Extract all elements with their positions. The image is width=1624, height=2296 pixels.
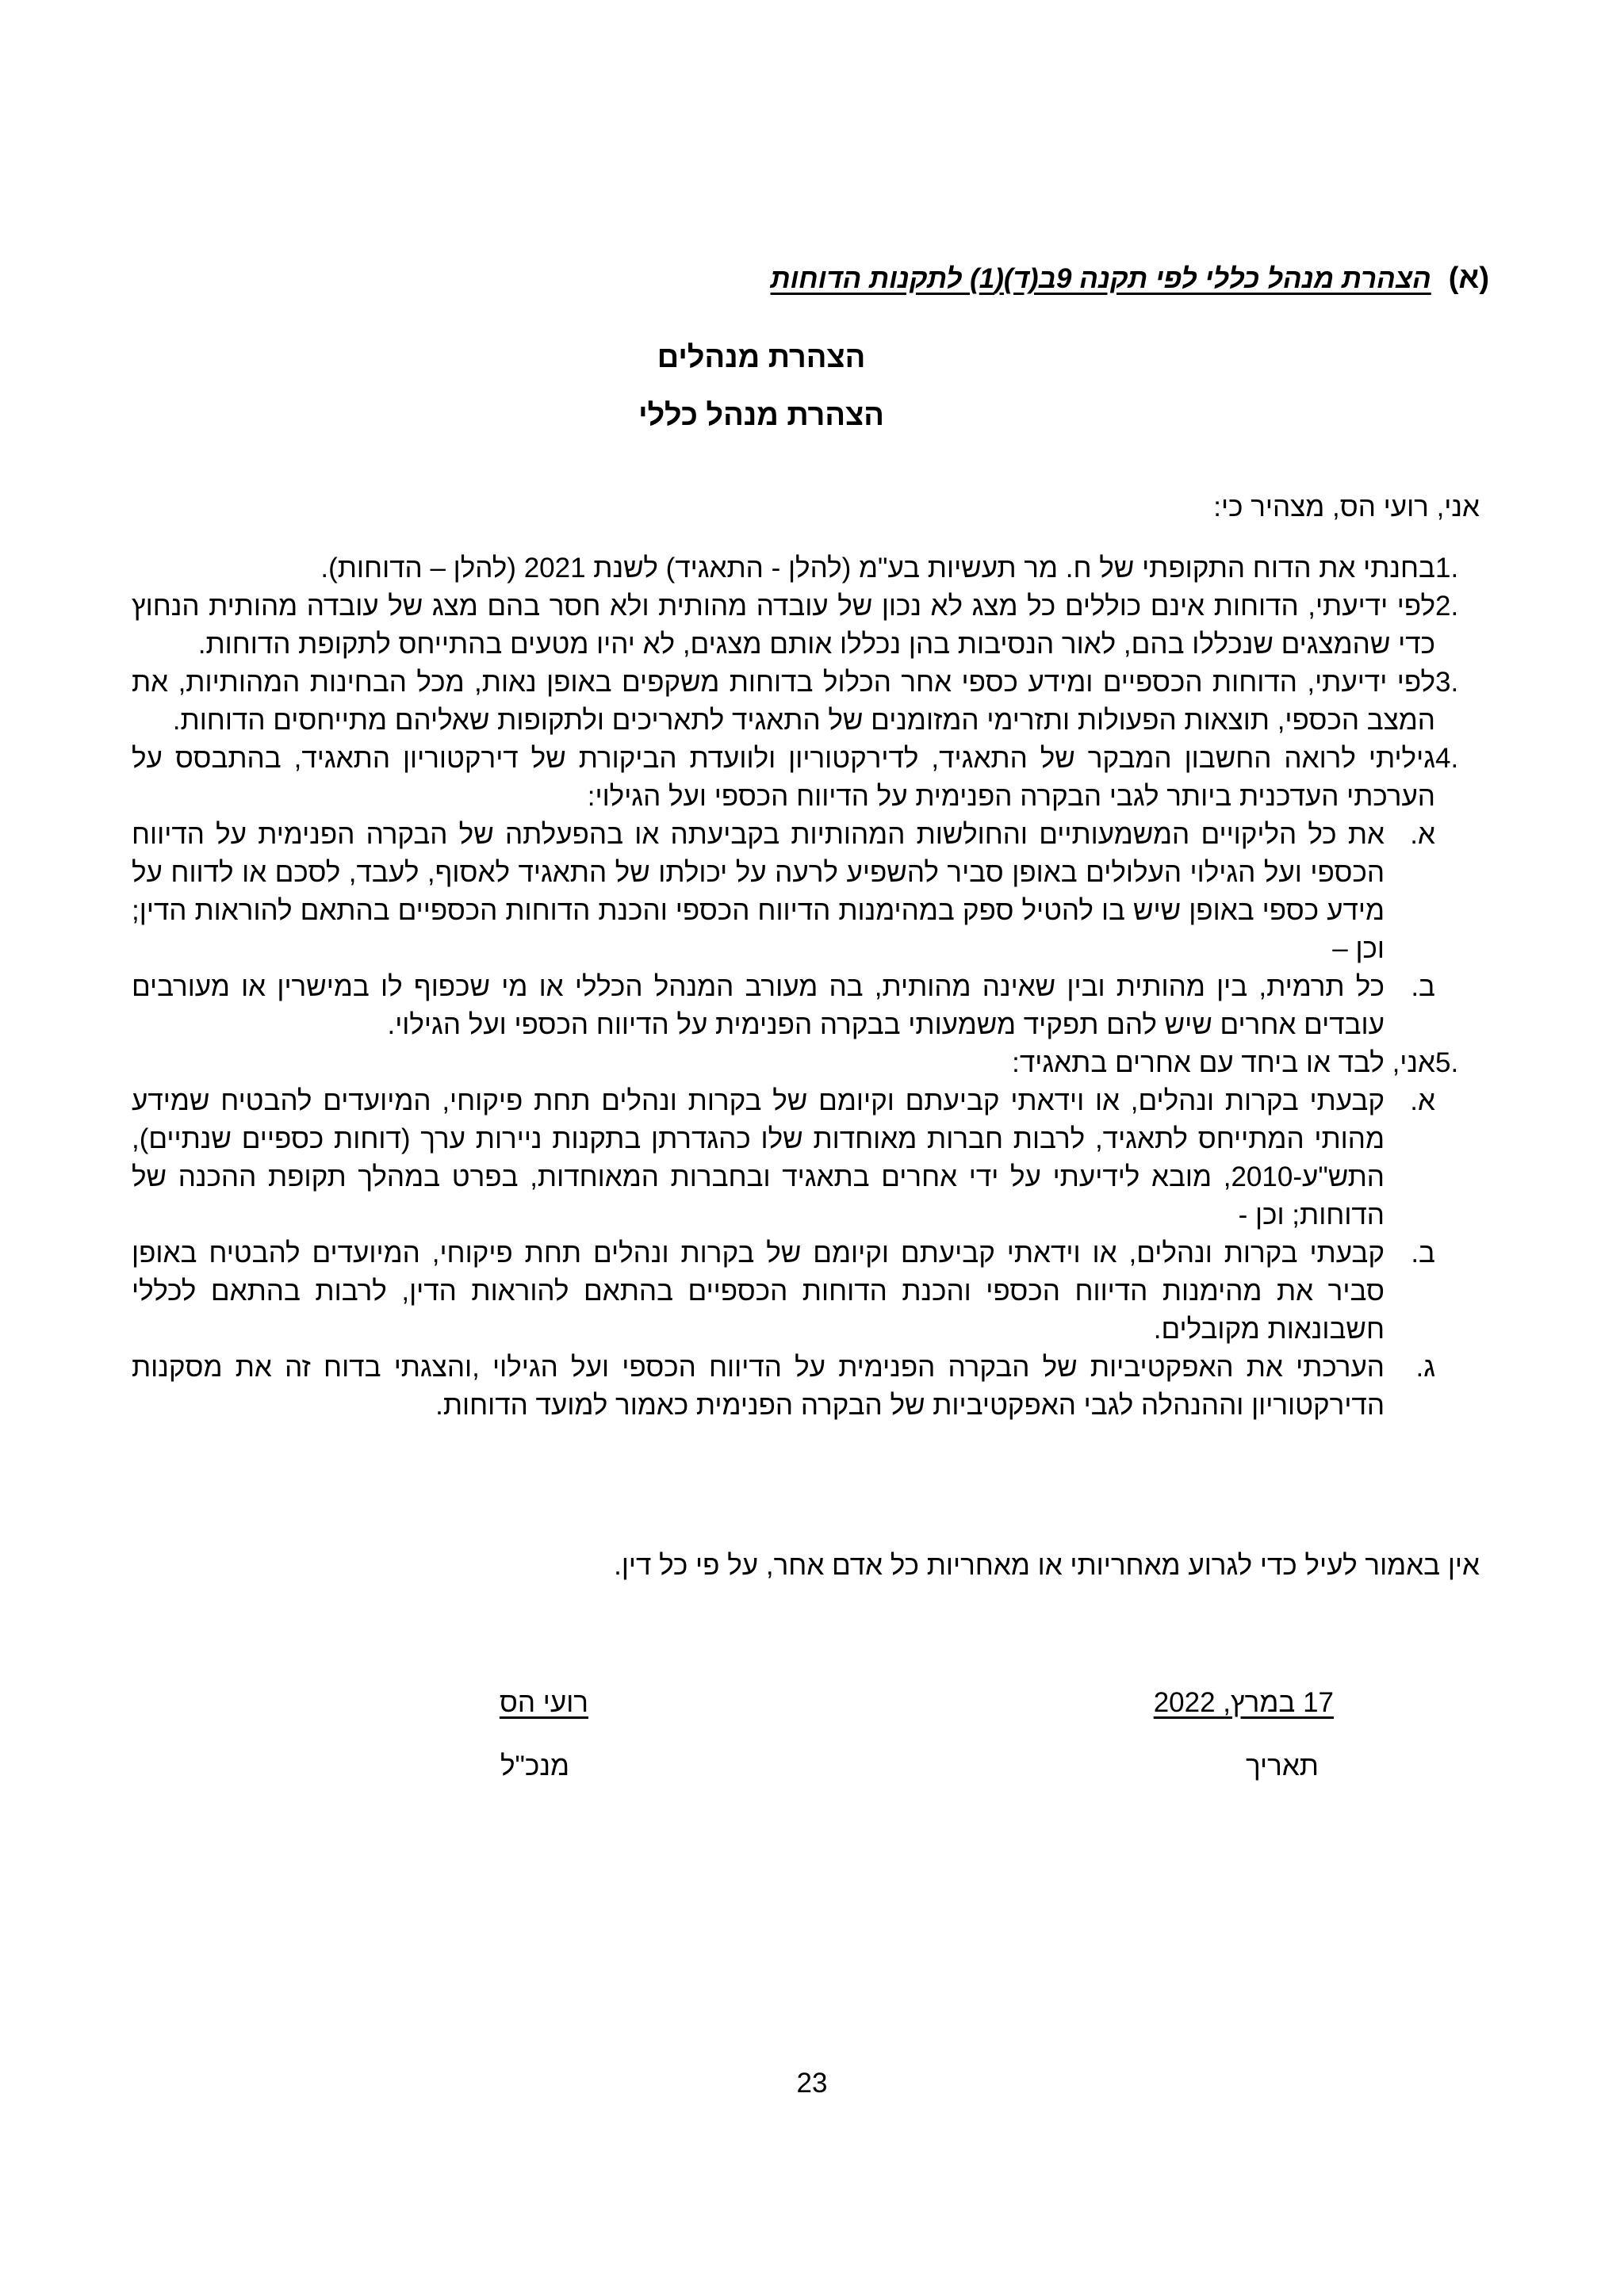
sub-item-4b xyxy=(132,968,1480,1044)
sub-item-text: קבעתי בקרות ונהלים, או וידאתי קביעתם וקיומם של בקרות ונהלים תחת פיקוחי, המיועדים להבטיח באופן סביר את מהימנות הדיווח הכספי והכנת הדוחות הכספיים בהתאם להוראות הדין, לרבות בהתאם לכללי חשבונאות מקובלים. xyxy=(132,1238,1385,1345)
numbered-item-2 xyxy=(132,587,1480,664)
closing-statement: אין באמור לעיל כדי לגרוע מאחריותי או מאחריות כל אדם אחר, על פי כל דין. xyxy=(614,1550,1480,1581)
signature-name: רועי הס xyxy=(499,1687,588,1718)
numbered-item-1 xyxy=(132,549,1480,587)
item-text: לפי ידיעתי, הדוחות הכספיים ומידע כספי אחר הכלול בדוחות משקפים באופן נאות, מכל הבחינות המהותיות, את המצב הכספי, תוצאות הפעולות ותזרימי המזומנים של התאגיד לתאריכים ולתקופות שאליהם מתייחסים הדוחות. xyxy=(132,667,1435,736)
item-text: גיליתי לרואה החשבון המבקר של התאגיד, לדירקטוריון ולוועדת הביקורת של דירקטוריון התאגיד, בהתבסס על הערכתי העדכנית ביותר לגבי הבקרה הפנימית על הדיווח הכספי ועל הגילוי: xyxy=(132,743,1435,812)
item-number: 1. xyxy=(1435,553,1459,584)
sub-item-text: כל תרמית, בין מהותית ובין שאינה מהותית, בה מעורב המנהל הכללי או מי שכפוף לו במישרין או מעורבים עובדים אחרים שיש להם תפקיד משמעותי בבקרה הפנימית על הדיווח הכספי ועל הגילוי. xyxy=(132,971,1385,1040)
item-number: 2. xyxy=(1435,591,1459,622)
item-number: 5. xyxy=(1435,1047,1459,1078)
date-label: תאריך xyxy=(1246,1751,1319,1781)
numbered-item-4 xyxy=(132,740,1480,816)
sub-item-letter: א. xyxy=(1410,1085,1435,1116)
numbered-item-3 xyxy=(132,664,1480,740)
sub-item-letter: ג. xyxy=(1415,1352,1435,1383)
item-text: לפי ידיעתי, הדוחות אינם כוללים כל מצג לא נכון של עובדה מהותית ולא חסר בהם מצג של עובדה מהותית הנחוץ כדי שהמצגים שנכללו בהם, לאור הנסיבות בהן נכללו אותם מצגים, לא יהיו מטעים בהתייחס לתקופת הדוחות. xyxy=(132,591,1435,660)
sub-item-letter: ב. xyxy=(1411,1238,1435,1269)
section-heading xyxy=(771,262,1490,296)
sub-item-text: את כל הליקויים המשמעותיים והחולשות המהותיות בקביעתה או בהפעלתה של הבקרה הפנימית על הדיווח הכספי ועל הגילוי העלולים באופן סביר להשפיע לרעה על יכולתו של התאגיד לאסוף, לעבד, לסכם או לדווח על מידע כספי באופן שיש בו להטיל ספק במהימנות הדיווח הכספי והכנת הדוחות הכספיים בהתאם להוראות הדין; וכן – xyxy=(132,819,1385,964)
item-text: אני, לבד או ביחד עם אחרים בתאגיד: xyxy=(1012,1047,1435,1078)
declaration-body xyxy=(132,549,1480,1425)
sub-item-5b xyxy=(132,1234,1480,1349)
sub-item-5c xyxy=(132,1349,1480,1425)
section-marker: (א) xyxy=(1448,262,1489,295)
sub-item-letter: א. xyxy=(1410,819,1435,850)
sub-item-5a xyxy=(132,1082,1480,1234)
sub-item-text: קבעתי בקרות ונהלים, או וידאתי קביעתם וקיומם של בקרות ונהלים תחת פיקוחי, המיועדים להבטיח שמידע מהותי המתייחס לתאגיד, לרבות חברות מאוחדות שלו כהגדרתן בתקנות ניירות ערך (דוחות כספיים שנתיים), התש"ע-2010, מובא לידיעתי על ידי אחרים בתאגיד ובחברות המאוחדות, בפרט במהלך תקופת ההכנה של הדוחות; וכן - xyxy=(132,1085,1385,1230)
section-heading-text: הצהרת מנהל כללי לפי תקנה 9ב(ד)(1) לתקנות הדוחות xyxy=(770,263,1431,294)
intro-statement: אני, רועי הס, מצהיר כי: xyxy=(1213,492,1480,522)
item-number: 3. xyxy=(1435,667,1459,698)
sub-item-text: הערכתי את האפקטיביות של הבקרה הפנימית על הדיווח הכספי ועל הגילוי ,והצגתי בדוח זה את מסקנות הדירקטוריון וההנהלה לגבי האפקטיביות של הבקרה הפנימית כאמור למועד הדוחות. xyxy=(132,1352,1385,1421)
title-ceo-declaration: הצהרת מנהל כללי xyxy=(638,399,884,432)
sub-item-4a xyxy=(132,816,1480,968)
title-managers-declaration: הצהרת מנהלים xyxy=(657,341,866,374)
sub-item-letter: ב. xyxy=(1411,971,1435,1002)
page-number: 23 xyxy=(796,2068,828,2099)
numbered-item-5 xyxy=(132,1044,1480,1082)
signature-date: 17 במרץ, 2022 xyxy=(1153,1687,1334,1718)
title-label: מנכ"ל xyxy=(500,1751,569,1781)
item-text: בחנתי את הדוח התקופתי של ח. מר תעשיות בע"מ (להלן - התאגיד) לשנת 2021 (להלן – הדוחות). xyxy=(320,553,1435,584)
item-number: 4. xyxy=(1435,743,1459,774)
